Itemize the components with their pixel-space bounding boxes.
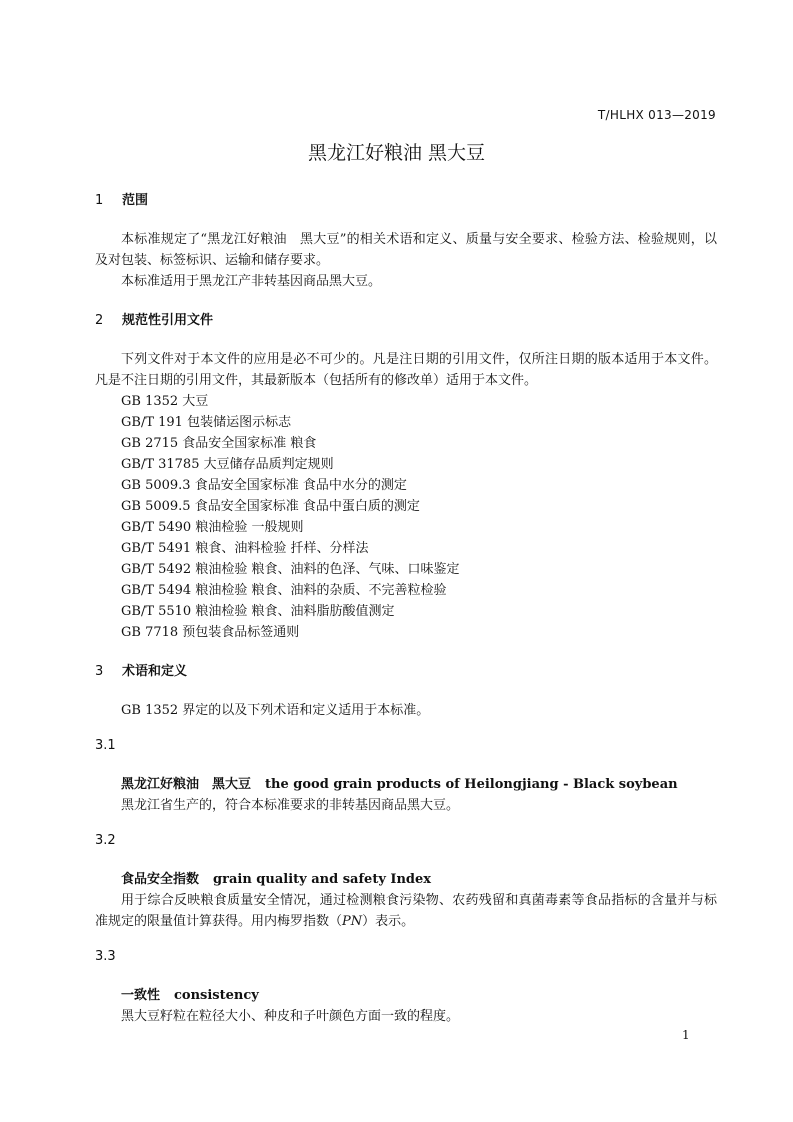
reference-item: GB 1352 大豆 — [121, 394, 209, 409]
section-title: 术语和定义 — [122, 664, 188, 679]
subsection-3-2-number: 3.2 — [95, 833, 116, 848]
subsection-3-3-number: 3.3 — [95, 949, 116, 964]
section-number: 3 — [95, 664, 104, 679]
reference-item: GB 5009.5 食品安全国家标准 食品中蛋白质的测定 — [121, 499, 420, 514]
term-en: grain quality and safety Index — [213, 872, 432, 887]
term-zh: 黑龙江好粮油 黑大豆 — [121, 777, 252, 792]
term-zh: 食品安全指数 — [121, 872, 200, 887]
reference-item: GB/T 5494 粮油检验 粮食、油料的杂质、不完善粒检验 — [121, 583, 447, 598]
section-number: 1 — [95, 193, 104, 208]
paragraph: GB 1352 界定的以及下列术语和定义适用于本标准。 — [121, 703, 430, 718]
term-3-3 — [95, 985, 717, 1006]
section-number: 2 — [95, 313, 104, 328]
paragraph: 下列文件对于本文件的应用是必不可少的。凡是注日期的引用文件，仅所注日期的版本适用于本文件。凡是不注日期的引用文件，其最新版本（包括所有的修改单）适用于本文件。 — [95, 352, 717, 388]
definition-text: 用于综合反映粮食质量安全情况，通过检测粮食污染物、农药残留和真菌毒素等食品指标的含量并与标准规定的限量值计算获得。用内梅罗指数（ — [95, 893, 717, 929]
term-definition — [95, 890, 717, 932]
reference-item: GB 2715 食品安全国家标准 粮食 — [121, 436, 317, 451]
term-zh: 一致性 — [121, 988, 161, 1003]
nemerow-index-symbol: PN — [342, 914, 363, 929]
definition-text-end: ）表示。 — [362, 914, 415, 929]
subsection-3-1-number: 3.1 — [95, 738, 116, 753]
page-number: 1 — [682, 1028, 690, 1042]
section-3-heading — [95, 661, 717, 682]
reference-item: GB/T 5490 粮油检验 一般规则 — [121, 520, 304, 535]
term-definition: 黑大豆籽粒在粒径大小、种皮和子叶颜色方面一致的程度。 — [121, 1009, 460, 1024]
section-1-heading — [95, 190, 717, 211]
doc-code: T/HLHX 013—2019 — [597, 108, 716, 122]
reference-item: GB/T 5491 粮食、油料检验 扦样、分样法 — [121, 541, 369, 556]
section-2-heading — [95, 310, 717, 331]
paragraph: 本标准适用于黑龙江产非转基因商品黑大豆。 — [121, 274, 382, 289]
reference-item: GB/T 5492 粮油检验 粮食、油料的色泽、气味、口味鉴定 — [121, 562, 460, 577]
reference-item: GB 7718 预包装食品标签通则 — [121, 625, 300, 640]
reference-item: GB/T 191 包装储运图示标志 — [121, 415, 292, 430]
term-3-1 — [95, 774, 717, 795]
term-en: the good grain products of Heilongjiang - Black soybean — [265, 777, 678, 792]
reference-item: GB/T 31785 大豆储存品质判定规则 — [121, 457, 334, 472]
term-3-2 — [95, 869, 717, 890]
term-definition: 黑龙江省生产的，符合本标准要求的非转基因商品黑大豆。 — [121, 798, 460, 813]
paragraph: 本标准规定了“黑龙江好粮油 黑大豆”的相关术语和定义、质量与安全要求、检验方法、检验规则，以及对包装、标签标识、运输和储存要求。 — [95, 232, 717, 268]
reference-item: GB/T 5510 粮油检验 粮食、油料脂肪酸值测定 — [121, 604, 395, 619]
document-body — [95, 190, 717, 1027]
term-en: consistency — [174, 988, 259, 1003]
document-title: 黑龙江好粮油 黑大豆 — [307, 142, 486, 164]
reference-item: GB 5009.3 食品安全国家标准 食品中水分的测定 — [121, 478, 407, 493]
section-title: 规范性引用文件 — [122, 313, 214, 328]
section-title: 范围 — [122, 193, 149, 208]
